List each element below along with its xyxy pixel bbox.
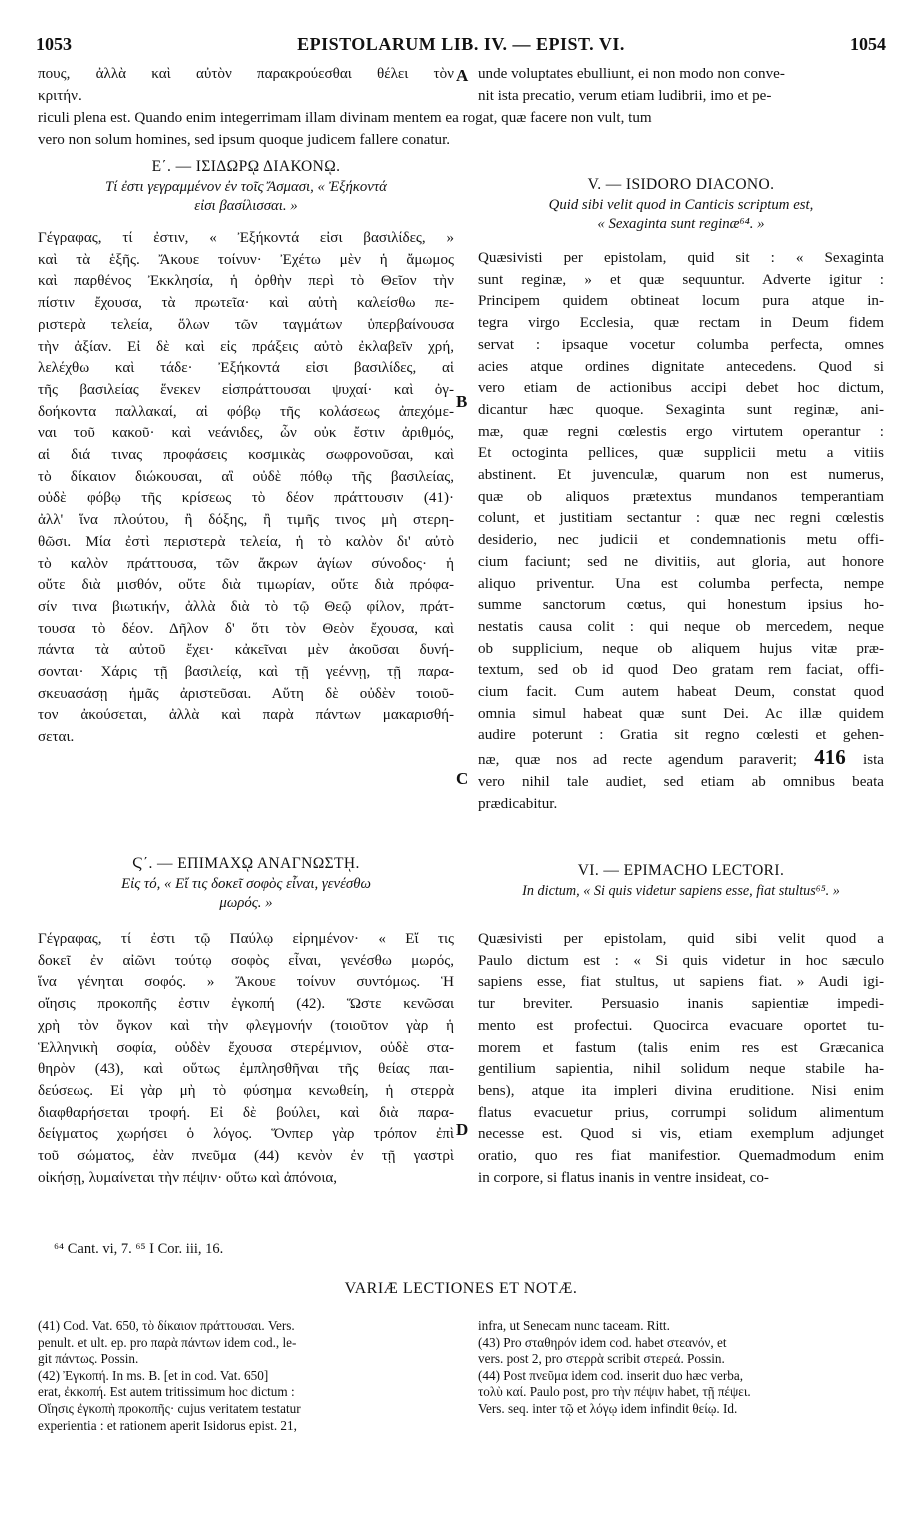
subtitle-line: Εἰς τό, « Εἴ τις δοκεῖ σοφὸς εἶναι, γενέσθω: [121, 876, 371, 892]
section-subtitle: [38, 875, 454, 913]
text-line: θῶσι. Μία ἐστὶ περιστερὰ τελεία, ἡ τὸ καλὸν δι' αὐτὸ: [38, 533, 454, 550]
text-line: mento est profectui. Quocirca evacuare oportet tu-: [478, 1017, 884, 1034]
text-line: nit ista precatio, verum etiam ludibrii, imo et pe-: [478, 87, 772, 104]
text-line: Quæsivisti per epistolam, quid sit : « Sexaginta: [478, 250, 884, 266]
text-line: Et octoginta pellices, quæ supplicii metu a vitiis: [478, 445, 884, 462]
text-line: Principem quidem obtineat locum pura atque in-: [478, 293, 884, 310]
text-line: morem et fastum (talis enim res est Græcanica: [478, 1039, 884, 1056]
subtitle-line: εἰσι βασίλισσαι. »: [194, 198, 298, 214]
text-line: desiderio, nec judicii et condemnationis metu offi-: [478, 532, 884, 549]
text-line: Γέγραφας, τί ἐστι τῷ Παύλῳ εἰρημένον· « Εἴ τις: [38, 931, 454, 947]
subtitle-line: Τί ἐστι γεγραμμένον ἐν τοῖς Ἄσμασι, « Ἐξήκοντά: [105, 179, 387, 195]
margin-letter-c: C: [456, 769, 469, 788]
text-line: θηρὸν (43), καὶ οὕτως ἐμπλησθῆναι τῆς θείας παι-: [38, 1061, 454, 1078]
text-line: necesse est. Quod si vis, etiam exemplum adjunget: [478, 1126, 884, 1143]
latin-top-fullwidth: [38, 108, 884, 151]
running-header: [36, 34, 886, 60]
text-line: τουσα τὸ δέον. Δῆλον δ' ὅτι τὸν Θεὸν ἔχουσα, καὶ: [38, 620, 454, 637]
text-line: colunt, et justitiam sectantur : quæ nec regni cœlestis: [478, 510, 884, 527]
greek-epistle-5: [38, 158, 454, 749]
text-line: δείγματος χωρήσει ὁ λόγος. Ὅνπερ γὰρ τρόπον ἐπὶ: [38, 1126, 454, 1143]
text-line: πους, ἀλλὰ καὶ αὐτὸν παρακρούεσθαι θέλει τὸν: [38, 66, 454, 82]
text-line: Vers. seq. inter τῷ et λόγῳ idem infindit θείῳ. Id.: [478, 1400, 738, 1416]
section-subtitle: In dictum, « Si quis videtur sapiens esse, fiat stultus⁶⁵. »: [522, 883, 840, 899]
text-line: servat : ipsaque vocetur columba perfecta, omnes: [478, 336, 884, 353]
text-line: Γέγραφας, τί ἐστιν, « Ἐξήκοντά εἰσι βασιλίδες, »: [38, 230, 454, 246]
text-line: acies atque ordines dignitate antecedens. Quod si: [478, 358, 884, 375]
page-number-right: 1054: [850, 34, 886, 54]
text-line: bens), atque ita impleri divina eruditione. Nisi enim: [478, 1082, 884, 1099]
text-line: τὴν ἀξίαν. Εἰ δὲ καὶ εἰς πράξεις αὐτὸ ἐκλαβεῖν χρή,: [38, 338, 454, 355]
text-line: aliquo priventur. Una est columba perfecta, nempe: [478, 575, 884, 592]
text-line: καὶ παρθένος Ἐκκλησία, ἡ ὀρθὴν περὶ τὸ Θεῖον τὴν: [38, 273, 454, 290]
latin-body: [478, 929, 884, 1189]
text-line: dicantur hæc quoque. Sexaginta sunt reginæ, ani-: [478, 401, 884, 418]
text-line: summe sanctorum cœtus, qui honestum ipsius ho-: [478, 597, 884, 614]
text-line: τὸ δίκαιον διώκουσαι, αἳ οὐδὲ πόθῳ τῆς βασιλείας,: [38, 468, 454, 485]
text-line: omnia simul habeat quæ sunt Dei. Ac illæ quidem: [478, 705, 884, 722]
text-line: audire poterunt : Gratia sit regno cœlesti et gehen-: [478, 727, 884, 744]
text-line: (43) Pro σταθηρόν idem cod. habet στεανόν, et: [478, 1334, 727, 1350]
text-line: δοκεῖ ἐν αἰῶνι τούτῳ σοφὸς εἶναι, γενέσθω μωρός,: [38, 952, 454, 969]
text-line: σκευασάσῃ ἡμᾶς ἀριστεῦσαι. Αὕτη δὲ οὐδὲν τοιοῦ-: [38, 685, 454, 702]
text-line: τῆς βασιλείας ἕνεκεν εἰσπράττουσαι ψυχαί· καὶ ὀγ-: [38, 381, 454, 398]
margin-letter-b: B: [456, 392, 468, 411]
text-line: τὸ καλὸν πράττουσα, τῶν ἄκρων ἁγίων σύνοδος· ἡ: [38, 555, 454, 572]
section-title: Ε΄. — ΙΣΙΔΩΡῼ ΔΙΑΚΟΝῼ.: [151, 158, 341, 175]
section-subtitle: [478, 196, 884, 234]
text-line: mæ, quæ regni cœlestis ergo virtutem operantur :: [478, 423, 884, 440]
text-line: τοῦ σώματος, ἐὰν πνεῦμα (44) κενὸν ἐν τῇ γαστρὶ: [38, 1148, 454, 1165]
text-line: λελέχθω καὶ τάδε· Ἐξήκοντά εἰσι βασιλίδες, αἱ: [38, 360, 454, 377]
text-fragment: ista: [863, 752, 885, 769]
text-line: σεται.: [38, 729, 75, 746]
section-title: V. — ISIDORO DIACONO.: [587, 176, 775, 193]
text-line: τον ἀκούσεται, ἀλλὰ καὶ παρὰ πάντων μακαρισθή-: [38, 707, 454, 724]
text-line: τολὺ καί. Paulo post, pro τὴν πέψιν habet, τῇ πέψει.: [478, 1384, 751, 1400]
section-subtitle: [38, 178, 454, 216]
greek-body: [38, 929, 454, 1189]
text-line: vero nihil tale audiet, sed etiam ab omnibus beata: [478, 773, 884, 790]
text-line: διαφθαρήσεται τροφή. Εἰ δὲ βούλει, καὶ διὰ παρα-: [38, 1104, 454, 1121]
text-line: Ἑλληνικὴ σοφία, οὐδὲν ἔχουσα στερέμνιον, οὐδὲ στα-: [38, 1039, 454, 1056]
text-line: vero non solum homines, sed ipsum quoque judicem fallere conatur.: [38, 131, 451, 148]
greek-body: [38, 228, 454, 749]
notes-title: VARIÆ LECTIONES ET NOTÆ.: [344, 1280, 578, 1297]
greek-epistle-6: [38, 855, 454, 1189]
text-line: textum, sed ob id quod Deo gratam rem faciat, offi-: [478, 662, 884, 679]
latin-epistle-6: [478, 862, 884, 1189]
text-line: ob supplicium, neque ob aliquem hujus vitæ præ-: [478, 640, 884, 657]
text-line: πάντα τὰ αὐτοῦ ἔχει· κἀκεῖναι μὲν ἀκοῦσαι δυνή-: [38, 642, 454, 659]
subtitle-line: Quid sibi velit quod in Canticis scriptum est,: [548, 197, 814, 213]
text-line: αἱ διά τινας προφάσεις κοσμικὰς σωφρονοῦσαι, καὶ: [38, 447, 454, 464]
text-line: in corpore, si flatus inanis in ventre insideat, co-: [478, 1169, 769, 1186]
text-line: (42) Ἐγκοπή. In ms. B. [et in cod. Vat. 650]: [38, 1367, 269, 1383]
text-line: οἴησις προκοπῆς ἐστιν ἐγκοπή (42). Ὥστε κενῶσαι: [38, 996, 454, 1013]
text-line: ἀλλ' ἵνα πλούτου, ἢ δόξης, ἢ τιμῆς τινος μὴ στερη-: [38, 512, 454, 529]
text-line: οὔτε διὰ μισθόν, οὔτε διὰ τιμωρίαν, οὔτε διὰ πρόφα-: [38, 577, 454, 594]
text-line: infra, ut Senecam nunc taceam. Ritt.: [478, 1318, 670, 1333]
text-line: οὐδὲ φόβῳ τῆς κρίσεως τὸ δέον πράττουσιν (41)·: [38, 490, 454, 507]
section-title: VI. — EPIMACHO LECTORI.: [577, 862, 785, 879]
text-line: erat, ἐκκοπή. Est autem tritissimum hoc dictum :: [38, 1384, 295, 1400]
text-line: nestatis causa colit : qui neque ob mercedem, neque: [478, 618, 884, 635]
text-line: vero etiam de actionibus accipi debet hoc dictum,: [478, 380, 884, 397]
notes-right-column: [478, 1318, 884, 1418]
text-line: ἵνα γένηται σοφός. » Ἄκουε τοίνυν συντόμως. Ἡ: [38, 974, 454, 991]
text-line: sapiens esse, fiat stultus, ut sapiens fiat. » Audi igi-: [478, 974, 884, 991]
text-line: (44) Post πνεῦμα idem cod. inserit duo hæc verba,: [478, 1367, 744, 1383]
subtitle-line: « Sexaginta sunt reginæ⁶⁴. »: [597, 216, 765, 232]
text-line: experientia : et rationem aperit Isidorus epist. 21,: [38, 1417, 297, 1433]
text-line: cium facit. Cum autem habeat Deum, constat quod: [478, 684, 884, 701]
text-line: Οἴησις ἐγκοπὴ προκοπῆς· cujus veritatem testatur: [38, 1400, 301, 1416]
text-line: prædicabitur.: [478, 795, 558, 812]
text-line: penult. et ult. ep. pro παρὰ πάντων idem cod., le-: [38, 1334, 297, 1350]
text-line: ριστερὰ τελεία, ὅλων τῶν ταγμάτων ὑπερβαίνουσα: [38, 316, 454, 333]
text-line: ναι τοῦ κακοῦ· καὶ νεάνιδες, ὧν οὐκ ἔστιν ἀριθμός,: [38, 425, 454, 442]
footnotes: ⁶⁴ Cant. vi, 7. ⁶⁵ I Cor. iii, 16.: [54, 1241, 224, 1257]
text-line: Paulo dictum est : « Si quis videtur in hoc sæculo: [478, 952, 884, 969]
margin-letter-d: D: [456, 1120, 469, 1139]
text-line: (41) Cod. Vat. 650, τὸ δίκαιον πράττουσαι. Vers.: [38, 1318, 295, 1333]
text-line: πίστιν ἔχουσα, τὰ πρωτεῖα· καὶ αὐτὴ καλείσθω πε-: [38, 295, 454, 312]
column-number: 416: [797, 745, 864, 770]
text-line: gentilium sapientia, nihil solidum neque stabile ha-: [478, 1061, 884, 1078]
text-line: χρὴ τὸν ὄγκον καὶ τὴν φλεγμονήν (τοιοῦτον γὰρ ἡ: [38, 1017, 454, 1034]
latin-body: [478, 248, 884, 815]
text-line: vers. post 2, pro στερρὰ scribit στερεά. Possin.: [478, 1351, 725, 1367]
text-line: tur breviter. Persuasio inanis sapientiæ impedi-: [478, 996, 884, 1013]
section-title: Ϛ΄. — ΕΠΙΜΑΧῼ ΑΝΑΓΝΩΣΤῌ.: [132, 855, 360, 872]
text-line: quæ ob aliquos prætextus mundanos temperantiam: [478, 488, 884, 505]
margin-letter-a: A: [456, 66, 469, 85]
text-line: δεύσεως. Εἰ γὰρ μὴ τὸ φύσημα κενωθείη, ἡ στερρὰ: [38, 1082, 454, 1099]
text-line: næ, quæ nos ad recte agendum paraverit; 416 ista: [478, 745, 885, 770]
text-line: flatus evacuetur prius, corrumpi solidum alimentum: [478, 1104, 884, 1121]
text-line: git πάντως. Possin.: [38, 1351, 139, 1367]
text-line: tegra virgo Ecclesia, quæ rectam in Deum fidem: [478, 315, 884, 332]
text-line: oratio, quo res fiat manifestior. Quemadmodum enim: [478, 1148, 884, 1165]
running-title: EPISTOLARUM LIB. IV. — EPIST. VI.: [297, 34, 625, 54]
notes-left-column: [38, 1318, 452, 1434]
text-line: δοήκοντα παλλακαί, αἱ φόβῳ τῆς κολάσεως ἀπεχόμε-: [38, 403, 454, 420]
text-line: sunt reginæ, » et quæ sequuntur. Adverte igitur :: [478, 271, 884, 288]
text-line: κριτήν.: [38, 87, 82, 104]
subtitle-line: μωρός. »: [219, 895, 273, 911]
text-line: Quæsivisti per epistolam, quid sibi velit quod a: [478, 931, 884, 947]
text-line: σίν τινα βιωτικήν, ἀλλὰ διὰ τὸ τῷ Θεῷ φίλον, πράτ-: [38, 598, 454, 615]
text-line: καὶ τὰ ἑξῆς. Ἄκουε τοίνυν· Ἐχέτω μὲν ἡ ἄμωμος: [38, 251, 454, 268]
text-line: riculi plena est. Quando enim integerrimam illam divinam mentem ea rogat, quæ facere non vult, tum: [38, 110, 652, 126]
greek-top-continuation: [38, 64, 454, 107]
text-line: σονται· Χάρις τῇ βασιλείᾳ, καὶ τῇ γεέννῃ, τῇ παρα-: [38, 664, 454, 681]
latin-top-continuation: [478, 64, 884, 107]
text-line: abstinent. Et juvenculæ, quarum non est numerus,: [478, 467, 884, 484]
latin-epistle-5: [478, 176, 884, 815]
text-line: cium faciunt; sed ne divitiis, aut gloria, aut honore: [478, 553, 884, 570]
text-line: unde voluptates ebulliunt, ei non modo non conve-: [478, 66, 785, 82]
text-line: οἰκήσῃ, λυμαίνεται τὴν πέψιν· οὕτω καὶ ἀπόνοια,: [38, 1169, 338, 1186]
page-number-left: 1053: [36, 34, 72, 54]
